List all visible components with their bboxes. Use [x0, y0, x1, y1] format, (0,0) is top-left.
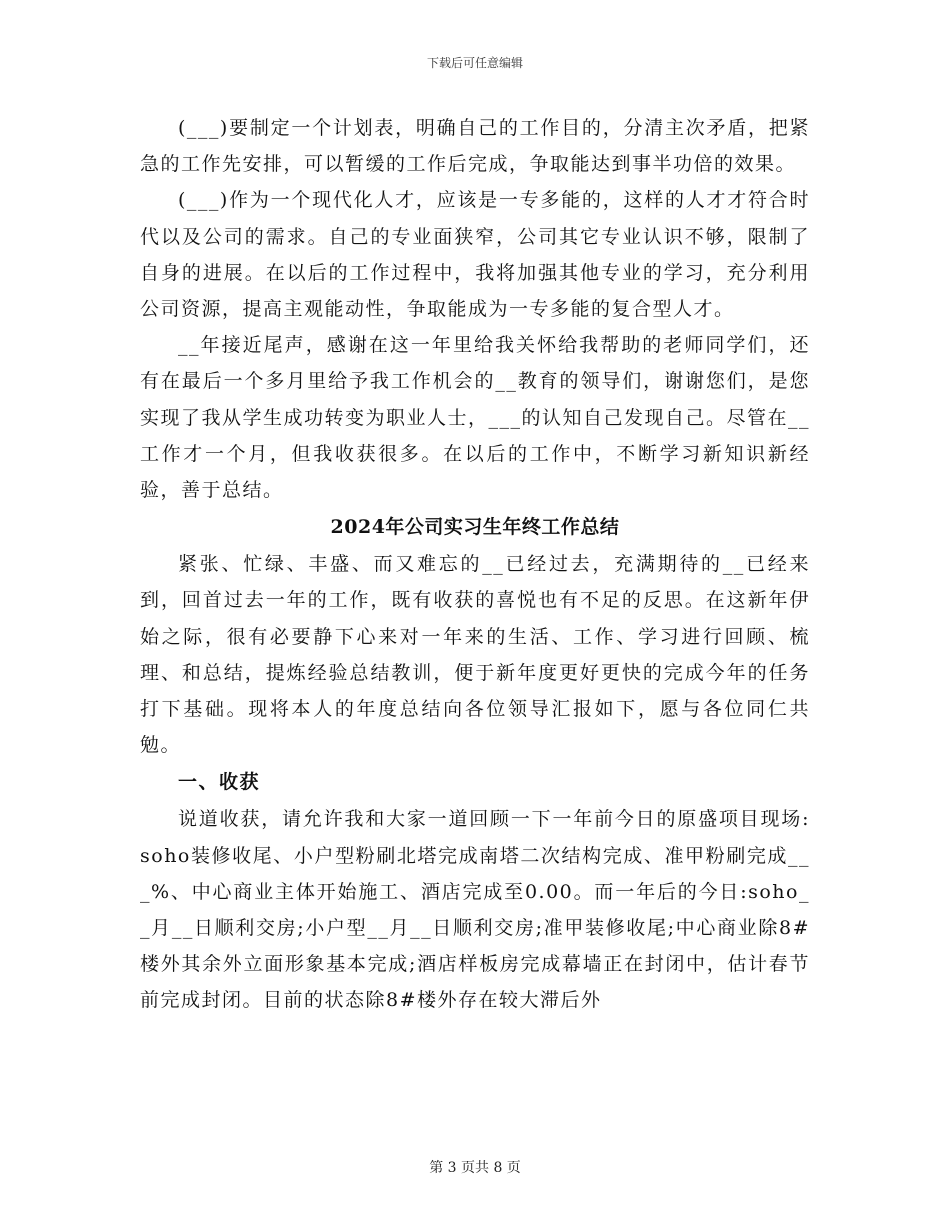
- paragraph-thanks: __年接近尾声，感谢在这一年里给我关怀给我帮助的老师同学们，还有在最后一个多月里给予我工作机会的__教育的领导们，谢谢您们，是您实现了我从学生成功转变为职业人士，___的认知自己发现自己。尽管在__工作才一个月，但我收获很多。在以后的工作中，不断学习新知识新经验，善于总结。: [140, 334, 811, 502]
- paragraph-intro: 紧张、忙绿、丰盛、而又难忘的__已经过去，充满期待的__已经来到，回首过去一年的工作，既有收获的喜悦也有不足的反思。在这新年伊始之际，很有必要静下心来对一年来的生活、工作、学习进行回顾、梳理、和总结，提炼经验总结教训，便于新年度更好更快的完成今年的任务打下基础。现将本人的年度总结向各位领导汇报如下，愿与各位同仁共勉。: [140, 553, 810, 757]
- document-body: [140, 110, 810, 1019]
- page-footer: 第 3 页共 8 页: [429, 1160, 521, 1176]
- section-heading-harvest: 一、收获: [178, 771, 261, 794]
- paragraph-plan: (___)要制定一个计划表，明确自己的工作目的，分清主次矛盾，把紧急的工作先安排，可以暂缓的工作后完成，争取能达到事半功倍的效果。: [140, 117, 810, 176]
- document-title: 2024年公司实习生年终工作总结: [330, 516, 620, 539]
- paragraph-talent: (___)作为一个现代化人才，应该是一专多能的，这样的人才才符合时代以及公司的需求。自己的专业面狭窄，公司其它专业认识不够，限制了自身的进展。在以后的工作过程中，我将加强其他专业的学习，充分利用公司资源，提高主观能动性，争取能成为一专多能的复合型人才。: [140, 189, 810, 321]
- paragraph-harvest: 说道收获，请允许我和大家一道回顾一下一年前今日的原盛项目现场:soho装修收尾、小户型粉刷北塔完成南塔二次结构完成、准甲粉刷完成___%、中心商业主体开始施工、酒店完成至0.00。而一年后的今日:soho__月__日顺利交房;小户型__月__日顺利交房;准甲装修收尾;中心商业除8#楼外其余外立面形象基本完成;酒店样板房完成幕墙正在封闭中，估计春节前完成封闭。目前的状态除8#楼外存在较大滞后外: [140, 808, 810, 1012]
- page-header: 下载后可任意编辑: [426, 56, 523, 70]
